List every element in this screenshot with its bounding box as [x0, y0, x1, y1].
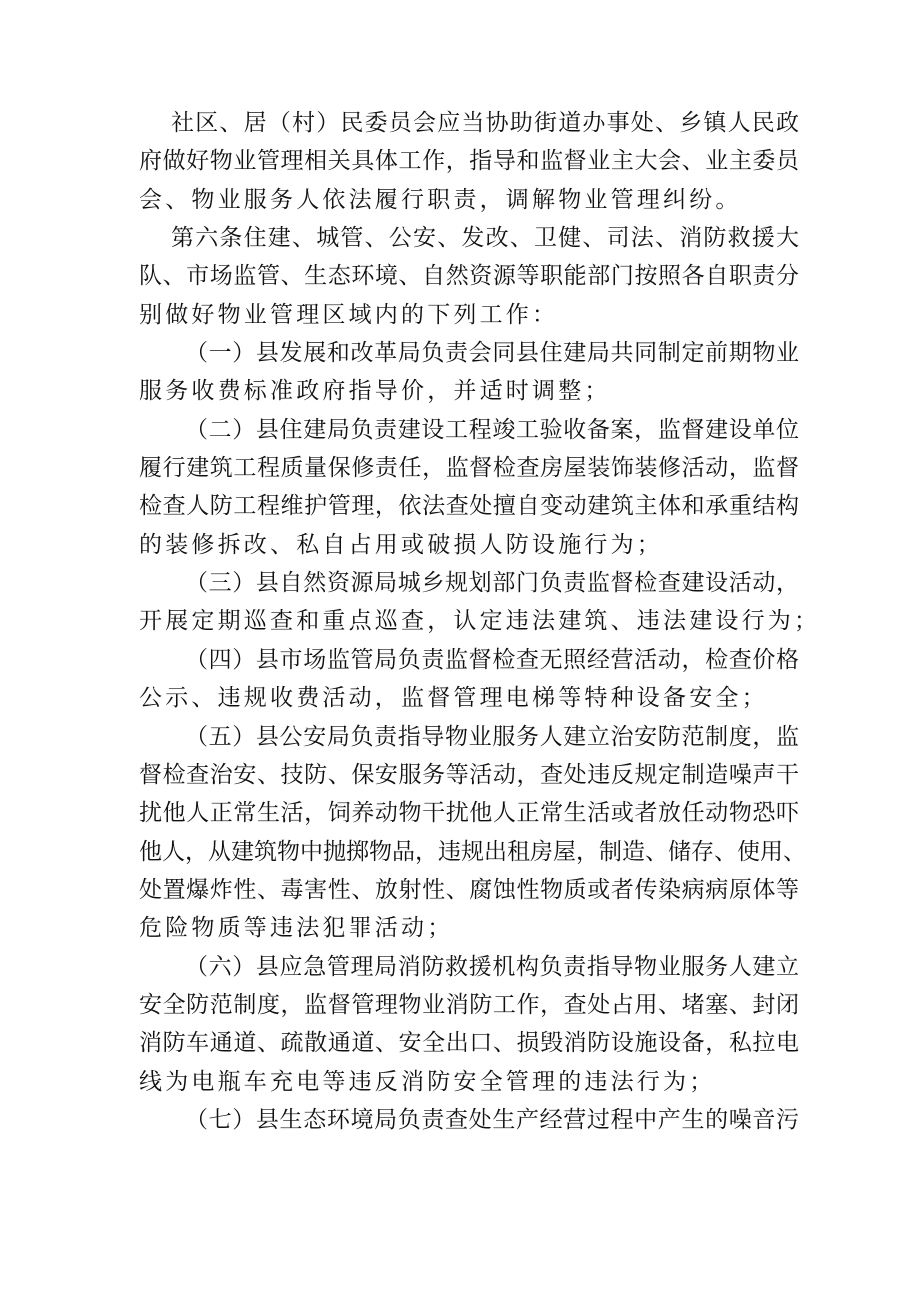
- text-line: （二）县住建局负责建设工程竣工验收备案，监督建设单位: [185, 416, 799, 443]
- text-line: 别做好物业管理区域内的下列工作：: [139, 301, 559, 328]
- text-line: 社区、居（村）民委员会应当协助街道办事处、乡镇人民政: [171, 110, 799, 136]
- text-line: （六）县应急管理局消防救援机构负责指导物业服务人建立: [185, 953, 799, 980]
- text-line: 他人，从建筑物中抛掷物品，违规出租房屋，制造、储存、使用、: [139, 838, 806, 865]
- document-body: [139, 104, 821, 1139]
- text-line: 检查人防工程维护管理，依法查处擅自变动建筑主体和承重结构: [139, 493, 799, 520]
- text-line: 队、市场监管、生态环境、自然资源等职能部门按照各自职责分: [139, 263, 799, 290]
- text-line: 会、物业服务人依法履行职责，调解物业管理纠纷。: [139, 186, 742, 213]
- text-line: 线为电瓶车充电等违反消防安全管理的违法行为；: [139, 1068, 716, 1095]
- text-line: 公示、违规收费活动，监督管理电梯等特种设备安全；: [139, 685, 768, 712]
- text-line: 扰他人正常生活，饲养动物干扰他人正常生活或者放任动物恐吓: [139, 800, 799, 827]
- text-line: （七）县生态环境局负责查处生产经营过程中产生的噪音污: [185, 1106, 799, 1133]
- text-line: 消防车通道、疏散通道、安全出口、损毁消防设施设备，私拉电: [139, 1030, 799, 1057]
- text-line: 履行建筑工程质量保修责任，监督检查房屋装饰装修活动，监督: [139, 455, 799, 482]
- text-line: （一）县发展和改革局负责会同县住建局共同制定前期物业: [185, 340, 799, 367]
- text-line: 开展定期巡查和重点巡查，认定违法建筑、违法建设行为；: [139, 608, 821, 635]
- text-line: 府做好物业管理相关具体工作，指导和监督业主大会、业主委员: [139, 148, 799, 175]
- text-line: （五）县公安局负责指导物业服务人建立治安防范制度，监: [185, 723, 799, 750]
- text-line: 安全防范制度，监督管理物业消防工作，查处占用、堵塞、封闭: [139, 991, 799, 1018]
- text-line: 的装修拆改、私自占用或破损人防设施行为；: [139, 531, 663, 558]
- text-line: 督检查治安、技防、保安服务等活动，查处违反规定制造噪声干: [139, 761, 799, 788]
- text-line: 危险物质等违法犯罪活动；: [139, 915, 454, 942]
- text-line: （四）县市场监管局负责监督检查无照经营活动，检查价格: [185, 646, 799, 673]
- text-line: 第六条住建、城管、公安、发改、卫健、司法、消防救援大: [171, 225, 799, 252]
- text-line: （三）县自然资源局城乡规划部门负责监督检查建设活动，: [185, 570, 799, 597]
- text-line: 服务收费标准政府指导价，并适时调整；: [139, 378, 611, 405]
- text-line: 处置爆炸性、毒害性、放射性、腐蚀性物质或者传染病病原体等: [139, 876, 799, 903]
